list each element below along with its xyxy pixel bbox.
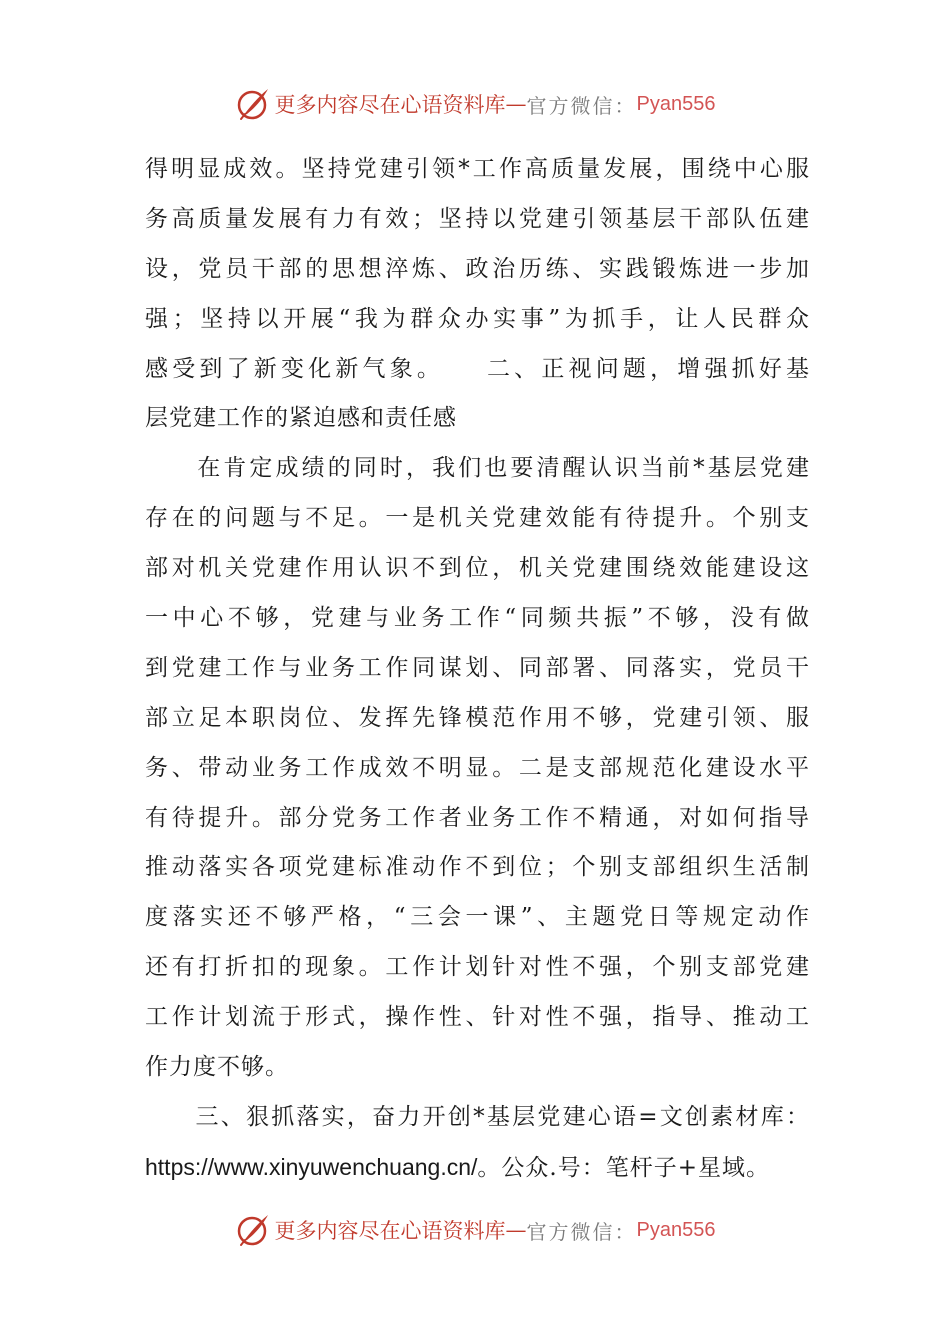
url-suffix: 。公众.号：笔杆子+星域。 xyxy=(477,1154,770,1181)
text-line: 推动落实各项党建标准动作不到位；个别支部组织生活制 xyxy=(145,854,810,881)
quill-pen-logo-icon xyxy=(235,1212,271,1248)
banner-wechat-label: 官方微信： xyxy=(526,1219,637,1244)
section-heading-line: 三、狠抓落实，奋力开创*基层党建心语=文创素材库： xyxy=(145,1103,810,1130)
text-line: 感受到了新变化新气象。 二、正视问题，增强抓好基 xyxy=(145,355,810,382)
banner-dash: — xyxy=(505,1218,527,1242)
banner-title: 更多内容尽在心语资料库 xyxy=(274,93,506,117)
text-line: 强；坚持以开展“我为群众办实事”为抓手，让人民群众 xyxy=(145,305,810,332)
text-line: 到党建工作与业务工作同谋划、同部署、同落实，党员干 xyxy=(145,654,810,681)
section-heading-line: 层党建工作的紧迫感和责任感 xyxy=(145,405,457,432)
banner-dash: — xyxy=(505,92,527,116)
text-line: 部立足本职岗位、发挥先锋模范作用不够，党建引领、服 xyxy=(145,704,810,731)
text-line: 得明显成效。坚持党建引领*工作高质量发展，围绕中心服 xyxy=(145,156,810,182)
text-line: 务、带动业务工作成效不明显。二是支部规范化建设水平 xyxy=(145,754,810,781)
quill-pen-logo-icon xyxy=(235,86,271,122)
text-line: 在肯定成绩的同时，我们也要清醒认识当前*基层党建 xyxy=(145,455,810,482)
document-body xyxy=(145,145,810,1193)
footer-banner xyxy=(0,1210,950,1250)
text-line: 有待提升。部分党务工作者业务工作不精通，对如何指导 xyxy=(145,804,810,831)
banner-wechat-label: 官方微信： xyxy=(526,93,637,118)
text-line: 还有打折扣的现象。工作计划针对性不强，个别支部党建 xyxy=(145,954,810,981)
text-line: 工作计划流于形式，操作性、针对性不强，指导、推动工 xyxy=(145,1004,810,1031)
text-line: 设，党员干部的思想淬炼、政治历练、实践锻炼进一步加 xyxy=(145,255,810,282)
text-line: 部对机关党建作用认识不到位，机关党建围绕效能建设这 xyxy=(145,555,810,582)
banner-title: 更多内容尽在心语资料库 xyxy=(274,1219,506,1243)
banner-wechat-id: Pyan556 xyxy=(636,92,716,115)
website-link[interactable]: https://www.xinyuwenchuang.cn/ xyxy=(145,1153,478,1180)
text-line: 存在的问题与不足。一是机关党建效能有待提升。个别支 xyxy=(145,505,810,532)
text-line: 度落实还不够严格，“三会一课”、主题党日等规定动作 xyxy=(145,904,810,931)
text-line: 一中心不够，党建与业务工作“同频共振”不够，没有做 xyxy=(145,605,810,632)
header-banner xyxy=(0,84,950,124)
url-line xyxy=(145,1143,810,1193)
text-line: 作力度不够。 xyxy=(145,1054,289,1081)
banner-wechat-id: Pyan556 xyxy=(636,1218,716,1241)
text-line: 务高质量发展有力有效；坚持以党建引领基层干部队伍建 xyxy=(145,205,810,232)
